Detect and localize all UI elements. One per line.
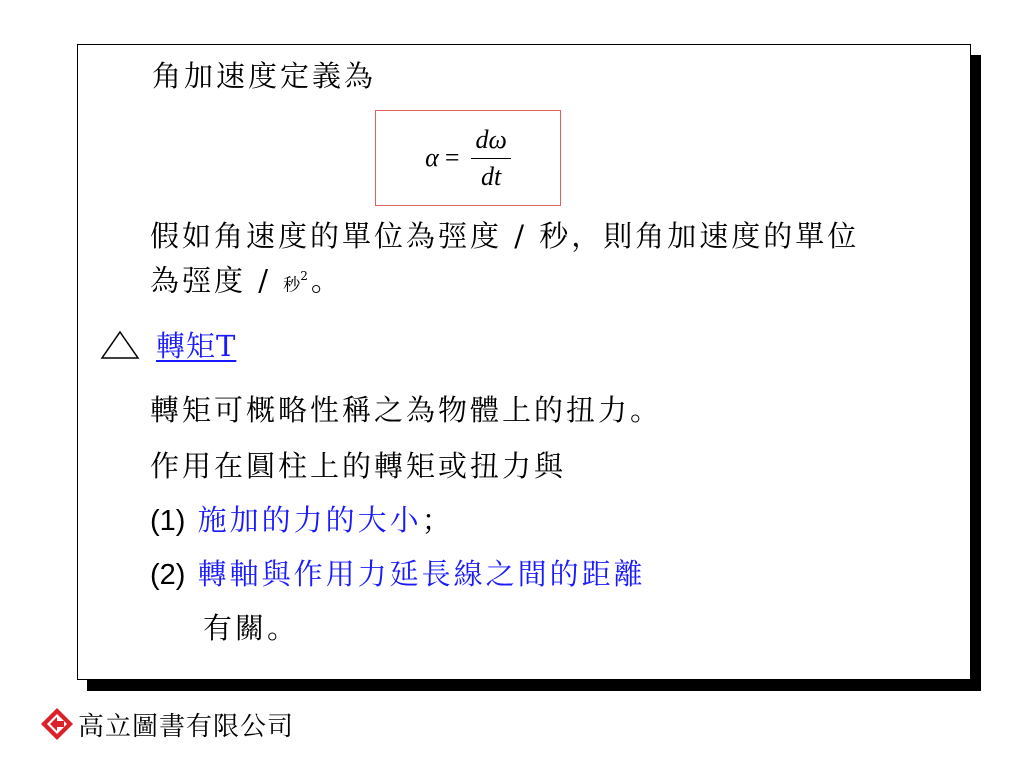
list-item-1-text: 施加的力的大小: [197, 503, 422, 537]
publisher-name: 高立圖書有限公司: [78, 711, 295, 742]
unit-line-2-prefix: 為弳度 /: [150, 263, 284, 298]
list-item-2: [150, 556, 646, 593]
formula-denominator: dt: [481, 161, 502, 191]
list-item-2-text: 轉軸與作用力延長線之間的距離: [197, 557, 646, 591]
formula-fraction: [471, 125, 510, 192]
unit-superscript: 2: [300, 269, 311, 283]
closing-line: 有關。: [203, 611, 300, 645]
torque-description: 轉矩可概略性稱之為物體上的扭力。: [150, 393, 663, 427]
formula-box: [375, 110, 561, 206]
formula-numerator: dω: [471, 125, 510, 159]
torque-relation: 作用在圓柱上的轉矩或扭力與: [150, 449, 567, 483]
diamond-arrow-icon: [40, 707, 74, 741]
list-item-1: [150, 502, 454, 539]
unit-line-2-suffix: 。: [310, 263, 343, 298]
triangle-bullet-icon: [100, 330, 140, 360]
torque-heading-link[interactable]: 轉矩T: [156, 329, 237, 363]
list-item-1-number: (1): [150, 505, 186, 537]
publisher-footer: [40, 706, 294, 742]
definition-line: 角加速度定義為: [152, 59, 377, 93]
list-item-2-number: (2): [150, 559, 186, 591]
unit-small: 秒: [283, 275, 301, 296]
list-item-1-punct: ；: [421, 503, 454, 537]
unit-line-2: [150, 258, 343, 304]
formula-equals: =: [444, 143, 460, 172]
unit-line-1: 假如角速度的單位為弳度 / 秒，則角加速度的單位: [150, 219, 860, 253]
formula-lhs: α: [425, 143, 439, 172]
